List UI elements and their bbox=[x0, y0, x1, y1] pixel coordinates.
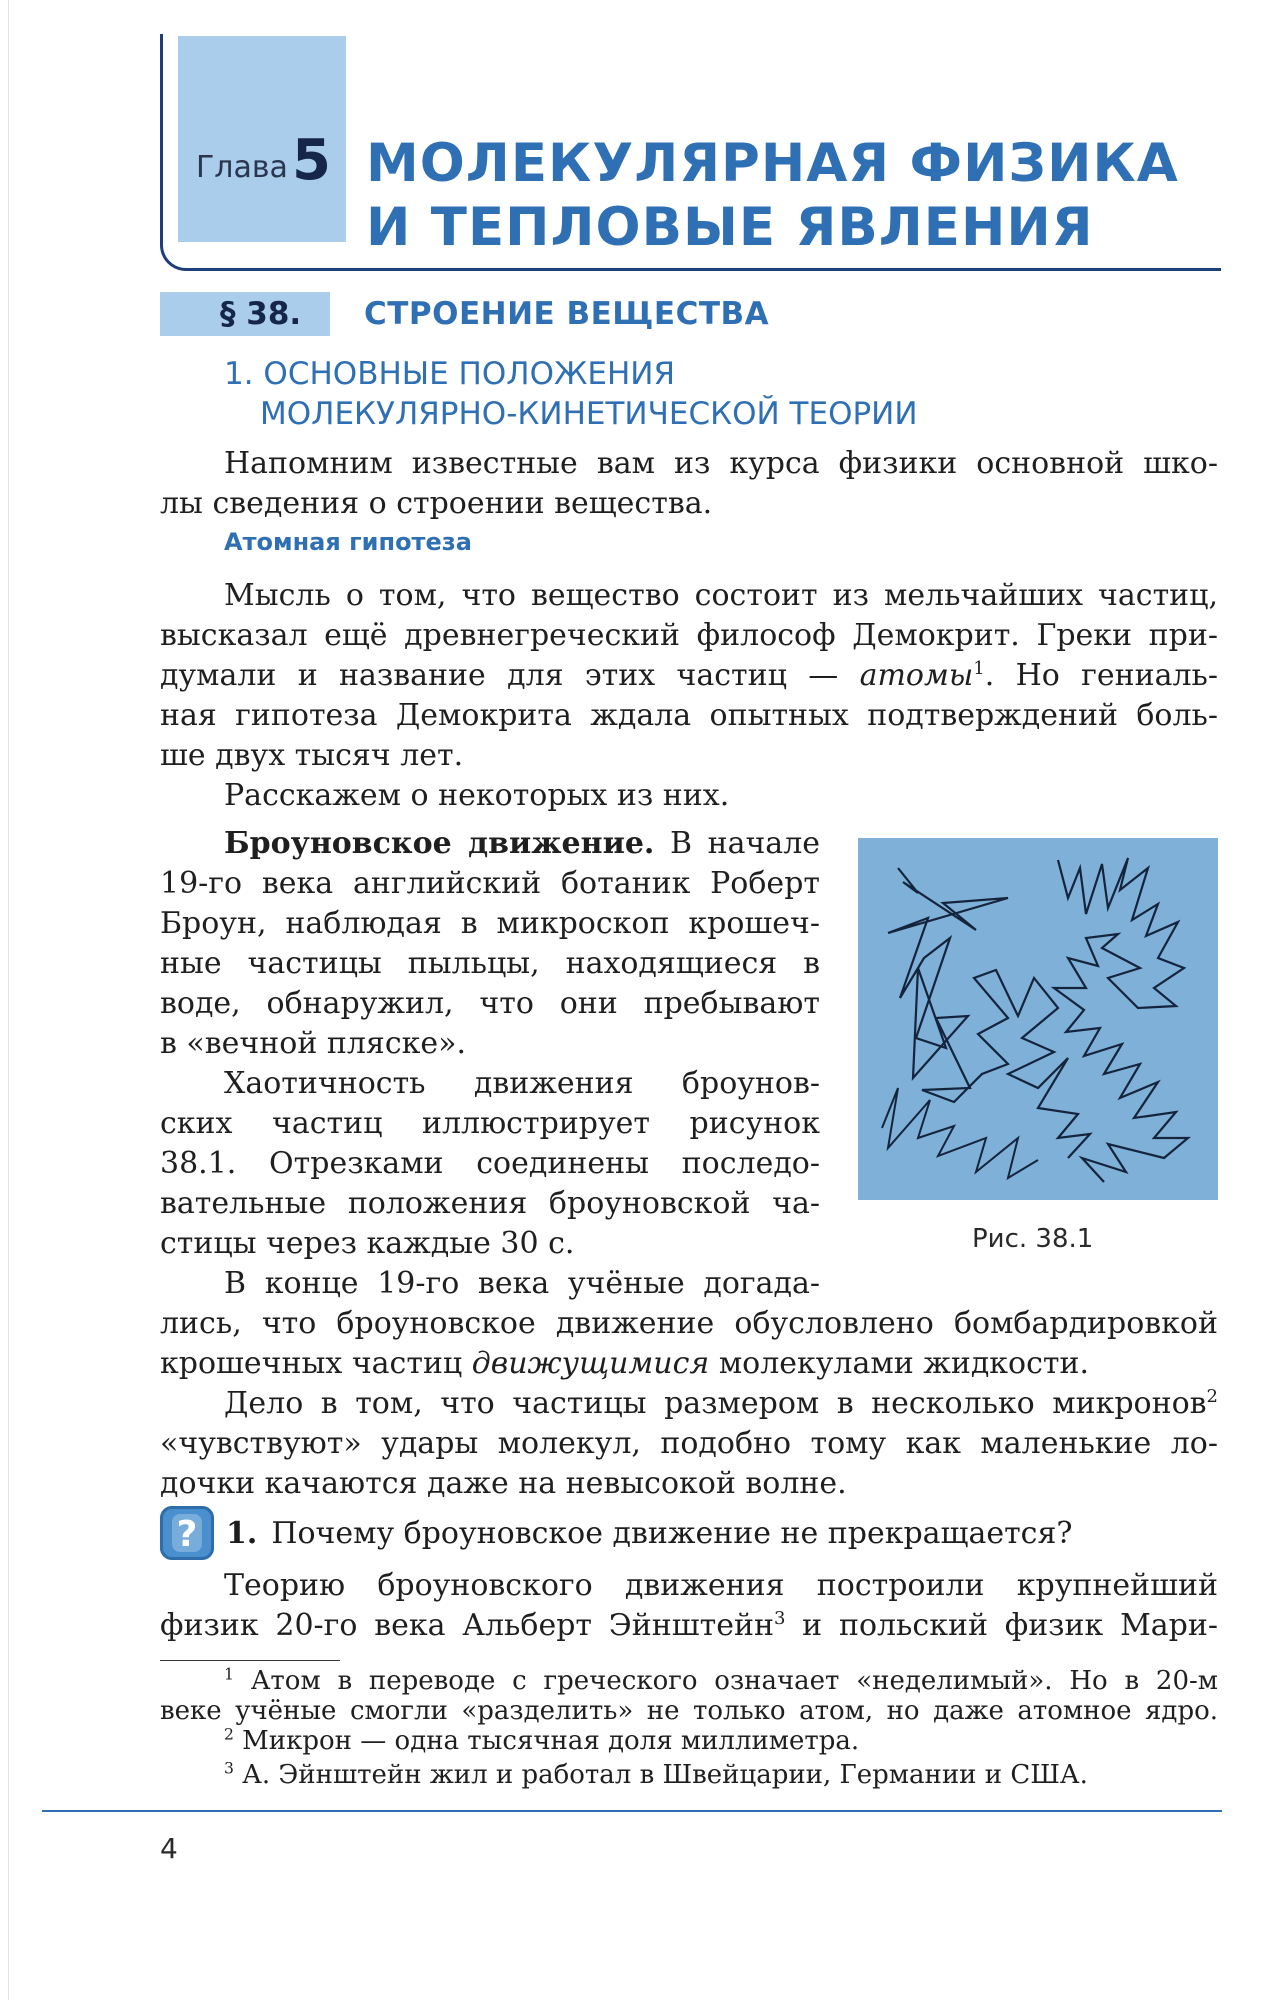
section-title: СТРОЕНИЕ ВЕЩЕСТВА bbox=[364, 296, 770, 332]
brownian-paragraph-4 bbox=[160, 1384, 1218, 1504]
page-edge bbox=[8, 0, 9, 2000]
question-glyph: ? bbox=[176, 1514, 198, 1555]
text-line bbox=[160, 1760, 1218, 1790]
footnote-rule bbox=[160, 1660, 340, 1661]
text-line: вательные положения броуновской ча- bbox=[160, 1186, 820, 1221]
text-run: А. Эйнштейн жил и работал в Швейцарии, Германии и США. bbox=[233, 1760, 1088, 1790]
atomic-hypothesis-heading: Атомная гипотеза bbox=[224, 528, 472, 556]
text-run: . Но гениаль- bbox=[984, 658, 1218, 693]
text-line: Расскажем о некоторых из них. bbox=[224, 778, 730, 813]
figure-caption: Рис. 38.1 bbox=[972, 1224, 1094, 1254]
brownian-paragraph-2 bbox=[160, 1064, 820, 1264]
text-line: высказал ещё древнегреческий философ Демокрит. Греки при- bbox=[160, 618, 1218, 653]
text-line: Хаотичность движения броунов- bbox=[224, 1066, 820, 1101]
text-line bbox=[160, 1726, 1218, 1756]
term-atoms: атомы bbox=[859, 658, 974, 693]
question-mark-glyph bbox=[160, 1506, 214, 1560]
footnote-mark: 2 bbox=[224, 1725, 234, 1744]
term-moving: движущимися bbox=[471, 1346, 710, 1381]
text-line: ные частицы пыльцы, находящиеся в bbox=[160, 946, 820, 981]
text-run: Атом в переводе с греческого означает «неделимый». Но в 20-м bbox=[233, 1666, 1218, 1696]
footnote-1 bbox=[160, 1666, 1218, 1726]
text-line bbox=[160, 1606, 1218, 1646]
text-line bbox=[160, 1384, 1218, 1424]
text-line: «чувствуют» удары молекул, подобно тому как маленькие ло- bbox=[160, 1426, 1218, 1461]
text-line: Мысль о том, что вещество состоит из мельчайших частиц, bbox=[224, 578, 1218, 613]
question-icon bbox=[160, 1506, 214, 1560]
text-run: Дело в том, что частицы размером в несколько микронов bbox=[224, 1386, 1207, 1421]
brownian-paragraph-3-start bbox=[160, 1264, 820, 1304]
chapter-word: Глава bbox=[196, 150, 288, 185]
text-line: стицы через каждые 30 с. bbox=[160, 1226, 575, 1261]
page-bottom-rule bbox=[42, 1810, 1222, 1812]
text-line: лись, что броуновское движение обусловлено бомбардировкой bbox=[160, 1306, 1218, 1341]
text-line bbox=[160, 1666, 1218, 1696]
brownian-paragraph-1 bbox=[160, 824, 820, 1064]
footnote-ref: 1 bbox=[973, 658, 985, 679]
text-line: в «вечной пляске». bbox=[160, 1026, 467, 1061]
theory-paragraph bbox=[160, 1566, 1218, 1646]
text-run: Микрон — одна тысячная доля миллиметра. bbox=[233, 1726, 860, 1756]
chapter-title bbox=[366, 132, 1179, 260]
footnote-ref: 3 bbox=[773, 1608, 786, 1629]
subsection-line: МОЛЕКУЛЯРНО-КИНЕТИЧЕСКОЙ ТЕОРИИ bbox=[260, 396, 918, 432]
text-line: 19-го века английский ботаник Роберт bbox=[160, 866, 820, 901]
footnote-mark: 1 bbox=[224, 1665, 234, 1684]
text-line bbox=[160, 1344, 1218, 1384]
text-run: и польский физик Мари- bbox=[785, 1608, 1219, 1643]
brownian-term: Броуновское движение. bbox=[224, 826, 655, 861]
text-line bbox=[160, 656, 1218, 696]
footnote-2 bbox=[160, 1726, 1218, 1756]
brownian-motion-figure bbox=[858, 838, 1218, 1200]
text-line: В конце 19-го века учёные догада- bbox=[224, 1266, 820, 1301]
text-line: лы сведения о строении вещества. bbox=[160, 486, 713, 521]
text-line: ная гипотеза Демокрита ждала опытных подтверждений боль- bbox=[160, 698, 1218, 733]
text-line: веке учёные смогли «разделить» не только атом, но даже атомное ядро. bbox=[160, 1696, 1218, 1726]
text-line: 38.1. Отрезками соединены последо- bbox=[160, 1146, 820, 1181]
page-number: 4 bbox=[160, 1832, 178, 1865]
text-run: молекулами жидкости. bbox=[709, 1346, 1090, 1381]
brownian-path-left bbox=[882, 1088, 1038, 1178]
text-line: Теорию броуновского движения построили крупнейший bbox=[224, 1568, 1218, 1603]
brownian-path-illustration bbox=[858, 838, 1218, 1200]
atomic-hypothesis-paragraph bbox=[160, 576, 1218, 776]
question-text bbox=[226, 1514, 1073, 1554]
text-run: думали и название для этих частиц — bbox=[160, 658, 860, 693]
question-body: Почему броуновское движение не прекращается? bbox=[271, 1516, 1073, 1551]
text-run: В начале bbox=[654, 826, 820, 861]
text-line: Броун, наблюдая в микроскоп крошеч- bbox=[160, 906, 820, 941]
text-line: воде, обнаружил, что они пребывают bbox=[160, 986, 820, 1021]
transition-paragraph bbox=[160, 776, 1218, 816]
chapter-title-line: И ТЕПЛОВЫЕ ЯВЛЕНИЯ bbox=[366, 197, 1094, 258]
text-line: дочки качаются даже на невысокой волне. bbox=[160, 1466, 847, 1501]
footnote-ref: 2 bbox=[1206, 1386, 1218, 1407]
footnote-3 bbox=[160, 1760, 1218, 1790]
text-run: крошечных частиц bbox=[160, 1346, 472, 1381]
subsection-heading bbox=[224, 354, 918, 434]
chapter-number: 5 bbox=[292, 128, 331, 193]
intro-paragraph bbox=[160, 444, 1218, 524]
text-line bbox=[160, 824, 820, 864]
text-line: ше двух тысяч лет. bbox=[160, 738, 464, 773]
brownian-paragraph-3 bbox=[160, 1304, 1218, 1384]
section-number: § 38. bbox=[220, 296, 302, 332]
footnote-mark: 3 bbox=[224, 1759, 234, 1778]
brownian-path-right bbox=[1054, 858, 1188, 1182]
subsection-line: 1. ОСНОВНЫЕ ПОЛОЖЕНИЯ bbox=[224, 356, 675, 392]
chapter-title-line: МОЛЕКУЛЯРНАЯ ФИЗИКА bbox=[366, 133, 1179, 194]
text-run: физик 20-го века Альберт Эйнштейн bbox=[160, 1608, 774, 1643]
text-line: ских частиц иллюстрирует рисунок bbox=[160, 1106, 820, 1141]
text-line: Напомним известные вам из курса физики основной шко- bbox=[224, 446, 1218, 481]
question-number: 1. bbox=[226, 1516, 258, 1551]
